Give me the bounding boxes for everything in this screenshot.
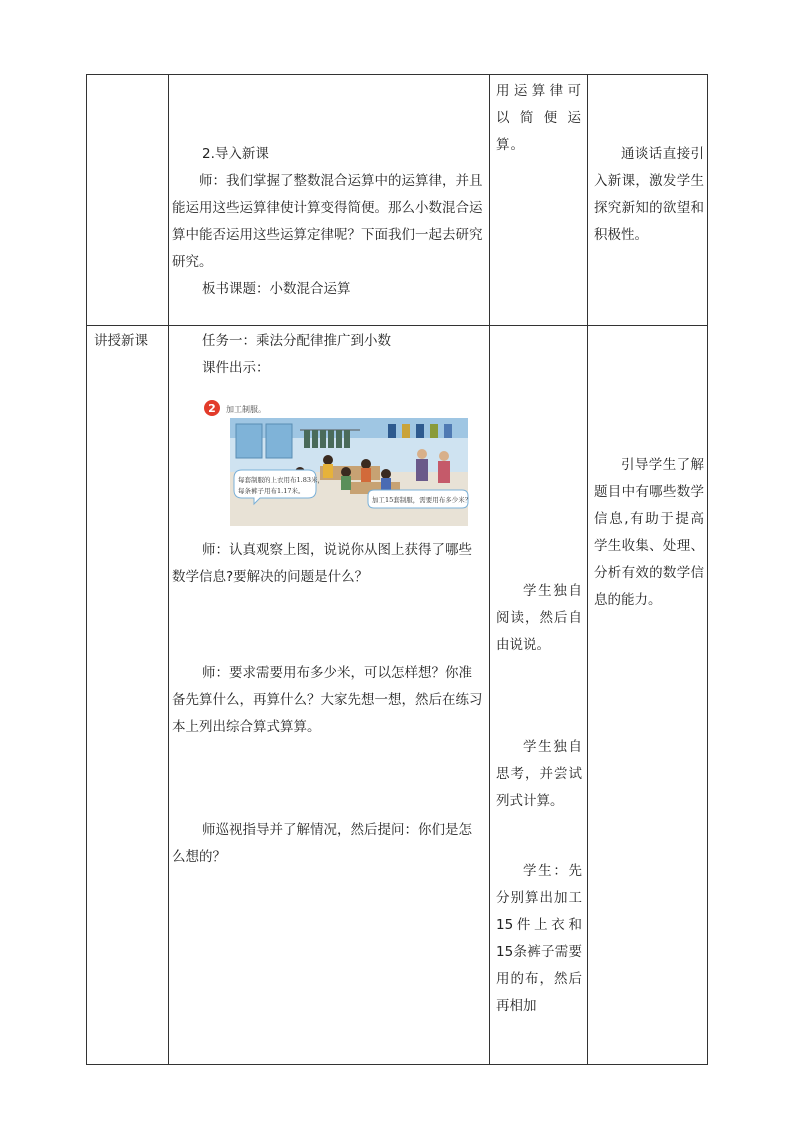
bubble-left-line1: 每套制服的上衣用布1.83米，	[238, 476, 324, 484]
section-title: 2.导入新课	[202, 146, 269, 162]
row2-student-a3: 学生：先分别算出加工15件上衣和15条裤子需要用的布，然后再相加	[496, 863, 582, 1014]
bubble-left-line2: 每条裤子用布1.17米。	[238, 487, 305, 495]
col-border-2	[489, 74, 490, 1065]
col-border-left	[86, 74, 87, 1065]
textbook-illustration	[200, 394, 472, 528]
row2-main-cell-top	[172, 328, 484, 382]
row1-intent-cell: 通谈话直接引入新课，激发学生探究新知的欲望和积极性。	[594, 146, 704, 243]
row1-student-cell: 用运算律可以简便运算。	[496, 83, 582, 153]
teacher-intro-text: 师：我们掌握了整数混合运算中的运算律，并且能运用这些运算律使计算变得简便。那么小数混合运算中能否运用这些运算定律呢？下面我们一起去研究研究。	[172, 173, 483, 270]
row2-intent-cell: 引导学生了解题目中有哪些数学信息,有助于提高学生收集、处理、分析有效的数学信息的能力。	[594, 457, 704, 608]
row2-q2: 师：要求需要用布多少米，可以怎样想？你准备先算什么，再算什么？大家先想一想，然后在练习本上列出综合算式算算。	[172, 665, 483, 735]
problem-badge-number: 2	[208, 402, 216, 415]
col-border-3	[587, 74, 588, 1065]
row2-student-a2: 学生独自思考，并尝试列式计算。	[496, 739, 582, 809]
row-divider	[86, 325, 708, 326]
figure-caption: 加工制服。	[226, 405, 266, 414]
row2-stage-label: 讲授新课	[94, 333, 148, 349]
col-border-right	[707, 74, 708, 1065]
courseware-label: 课件出示：	[202, 360, 270, 376]
row2-q3: 师巡视指导并了解情况，然后提问：你们是怎么想的？	[172, 822, 472, 865]
board-title: 板书课题：小数混合运算	[202, 281, 351, 297]
row2-q1: 师：认真观察上图，说说你从图上获得了哪些数学信息?要解决的问题是什么？	[172, 542, 472, 585]
row1-main-cell	[172, 141, 484, 303]
table-top-border	[86, 74, 708, 75]
table-bottom-border	[86, 1064, 708, 1065]
row2-student-a1: 学生独自阅读，然后自由说说。	[496, 583, 582, 653]
col-border-1	[168, 74, 169, 1065]
task-title: 任务一：乘法分配律推广到小数	[202, 333, 391, 349]
bubble-right: 加工15套制服，需要用布多少米？	[372, 496, 472, 504]
